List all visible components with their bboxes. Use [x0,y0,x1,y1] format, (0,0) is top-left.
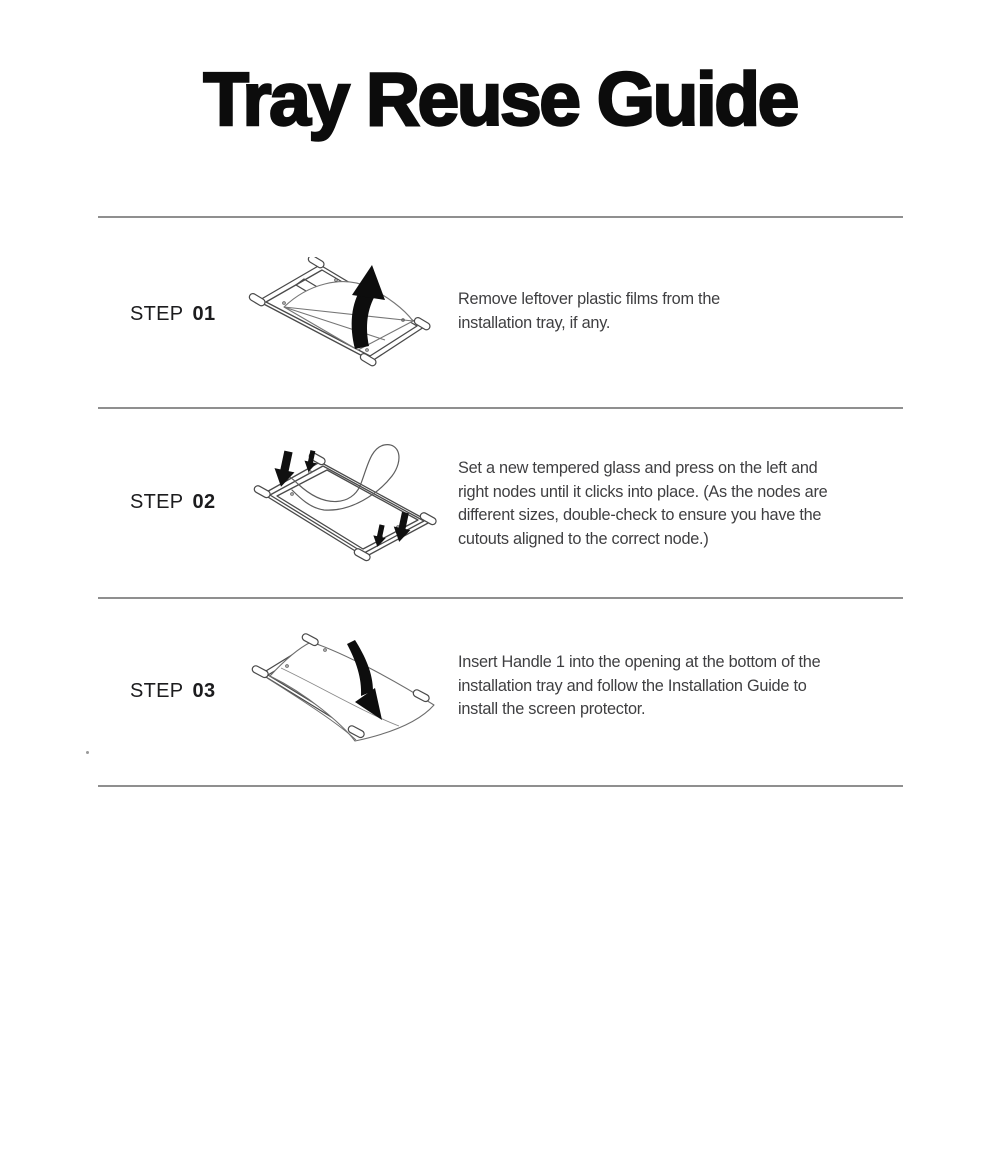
description-line: installation tray, if any. [458,313,611,332]
step-3-label [130,680,216,703]
step-number: 01 [192,303,216,325]
page-title: Tray Reuse Guide [203,57,797,141]
step-1-illustration [246,257,434,367]
step-3-section [0,598,1000,785]
step-word: STEP [130,303,184,325]
description-line: different sizes, double-check to ensure you have the [458,506,822,524]
step-1-section [0,217,1000,407]
description-line: Remove leftover plastic films from the [458,290,720,308]
step-2-description [458,457,827,551]
step-word: STEP [130,491,184,513]
step-1-label [130,303,216,326]
description-line: cutouts aligned to the correct node.) [458,529,709,548]
step-word: STEP [130,680,184,702]
step-1-description [458,288,720,335]
step-number: 02 [192,491,216,513]
plastic-film [284,282,413,350]
step-3-illustration [247,628,439,746]
description-line: right nodes until it clicks into place. (As the nodes are [458,482,828,501]
description-line: install the screen protector. [458,700,646,718]
step-number: 03 [192,680,216,702]
step-2-label [130,491,216,514]
step-2-section [0,408,1000,597]
divider-line [98,785,903,787]
description-line: Insert Handle 1 into the opening at the bottom of the [458,653,821,671]
print-artifact-dot [86,751,89,754]
step-3-description [458,651,820,722]
description-line: Set a new tempered glass and press on the left and [458,459,818,477]
description-line: installation tray and follow the Installation Guide to [458,676,807,695]
step-2-illustration [248,436,442,564]
